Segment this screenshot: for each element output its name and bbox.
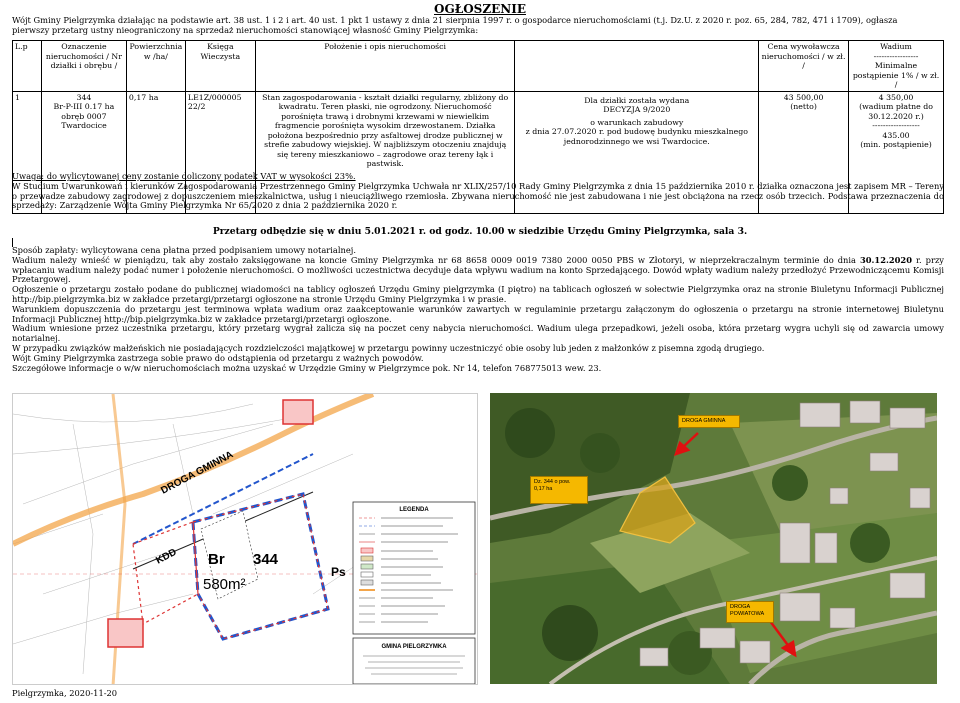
table-header-row bbox=[13, 41, 944, 92]
cell-powierzchnia: 0,17 ha bbox=[126, 91, 185, 213]
intro bbox=[12, 15, 942, 36]
parcel-zone: Br-P-III 0.17 ha bbox=[53, 102, 115, 111]
header-oznaczenie: Oznaczenie nieruchomości / Nr działki i obrębu / bbox=[41, 41, 126, 92]
label-parcel bbox=[530, 476, 588, 504]
marriage-note: W przypadku związków małżeńskich nie posiadających rozdzielczości majątkowej w przetargu powinny uczestniczyć obie osoby lub jeden z małżonków z pisemna zgodą drugiego. bbox=[12, 342, 765, 353]
label-parcel-line-2: 0,17 ha bbox=[534, 486, 553, 492]
deposit-info-a: Wadium należy wnieść w pieniądzu, tak aby zostało zaksięgowane na koncie Gminy Pielgrzymka nr 68 8658 0009 0019 7380 2000 0050 PBS w Złotoryi, w nieprzekraczalnym terminie do dnia bbox=[12, 254, 860, 265]
intro-line-1: Wójt Gminy Pielgrzymka działając na podstawie art. 38 ust. 1 i 2 i art. 40 ust. 1 pkt 1 ustawy z dnia 21 sierpnia 1997 r. o gospodarce nieruchomościami (t.j. Dz.U. z 2020 r. poz. 65, 284, 782, 471 i 1709), ogłasza bbox=[12, 15, 898, 25]
cell-opis: Stan zagospodarowania - kształt działki regularny, zbliżony do kwadratu. Teren płaski, nie ogrodzony. Nieruchomość porośnięta trawą i drobnymi krzewami w niewielkim fragmencie porośnięta wysokim drzewostanem. Działka położona bezpośrednio przy asfaltowej drodze publicznej w strefie zabudowy wiejskiej. W najbliższym otoczeniu znajdują się tereny mieszkaniowo – zagrodowe oraz tereny łąk i pastwisk. bbox=[255, 91, 515, 213]
auction-date: Przetarg odbędzie się w dniu 5.01.2021 r. od godz. 10.00 w siedzibie Urzędu Gminy Pielgrzymka, sala 3. bbox=[212, 226, 748, 237]
planning-map bbox=[12, 393, 478, 685]
cena-sub: (netto) bbox=[790, 102, 817, 111]
wadium-value: 4 350,00 bbox=[878, 92, 914, 102]
parcel-number: 344 bbox=[76, 92, 92, 102]
footer-date: Pielgrzymka, 2020-11-20 bbox=[12, 688, 118, 698]
publication-info: Ogłoszenie o przetargu zostało podane do publicznej wiadomości na tablicy ogłoszeń Urzędu Gminy pielgrzymka (I piętro) na tablicach ogłoszeń w sołectwie Pielgrzymka oraz na stronie Biuletynu Informacji Publicznej http://bip.pielgrzymka.biz w zakładce przetargi/przetargi ogłoszone na stronie Urzędu Gminy Pielgrzymka i w prasie. bbox=[12, 284, 944, 304]
intro-line-2: pierwszy przetarg ustny nieograniczony na sprzedaż nieruchomości stanowiącej własność Gminy Pielgrzymka: bbox=[12, 25, 479, 36]
map-area-label: 580m² bbox=[203, 576, 246, 593]
decyzja-line-1: Dla działki została wydana bbox=[584, 95, 690, 105]
vat-note: Uwaga: do wylicytowanej ceny zostanie doliczony podatek VAT w wysokości 23%. bbox=[12, 171, 356, 181]
contact-info: Szczegółowe informacje o w/w nieruchomościach można uzyskać w Urzędzie Gminy w Pielgrzymce pok. Nr 14, telefon 768775013 wew. 23. bbox=[12, 362, 602, 373]
map-ps-label: Ps bbox=[331, 565, 346, 579]
admission-condition: Warunkiem dopuszczenia do przetargu jest terminowa wpłata wadium oraz zaakceptowanie warunków zawartych w regulaminie przetargu załączonym do ogłoszenia o przetargu na stronie internetowej Biuletynu Informacji Publicznej http://bip.pielgrzymka.biz w zakładce przetargi/przetargi ogłoszone. bbox=[12, 303, 944, 324]
label-powiat-line-1: DROGA bbox=[730, 604, 751, 610]
aerial-photo bbox=[490, 393, 937, 684]
map-legend-title: LEGENDA bbox=[399, 507, 429, 513]
map-parcel-label: 344 bbox=[253, 551, 279, 568]
header-powierzchnia: Powierzchnia w /ha/ bbox=[126, 41, 185, 92]
parcel-village: Twardocice bbox=[61, 121, 107, 130]
header-empty bbox=[515, 41, 759, 92]
label-powiat-line-2: POWIATOWA bbox=[730, 611, 765, 617]
payment-method: Sposób zapłaty: wylicytowana cena płatna przed podpisaniem umowy notarialnej. bbox=[12, 245, 356, 255]
withdrawal-note: Wójt Gminy Pielgrzymka zastrzega sobie prawo do odstąpienia od przetargu z ważnych powodów. bbox=[12, 352, 424, 363]
parcel-obreb: obręb 0007 bbox=[61, 111, 107, 121]
map-stamp-title: GMINA PIELGRZYMKA bbox=[381, 644, 447, 650]
decyzja-line-4: z dnia 27.07.2020 r. pod budowę budynku mieszkalnego jednorodzinnego we wsi Twardocice. bbox=[525, 127, 748, 146]
postapienie-note: (min. postąpienie) bbox=[860, 140, 932, 149]
header-lp: L.p bbox=[13, 41, 42, 92]
deposit-info-c: r. przy wpłacaniu wadium należy podać numer i położenie nieruchomości. O możliwości uczestnictwa decyduje data wpływu wadium na konto Sprzedającego. Dowód wpłaty wadium należy przedłożyć Przewodniczącemu Komisji Przetargowej. bbox=[12, 254, 944, 285]
label-droga-powiatowa bbox=[726, 601, 774, 623]
header-cena: Cena wywoławcza nieruchomości / w zł. / bbox=[759, 41, 849, 92]
header-ksiega: Księga Wieczysta bbox=[185, 41, 255, 92]
deposit-deadline: 30.12.2020 bbox=[860, 254, 912, 265]
header-opis: Położenie i opis nieruchomości bbox=[255, 41, 515, 92]
header-wadium-title: Wadium bbox=[880, 42, 912, 51]
page-title: OGŁOSZENIE bbox=[434, 2, 526, 16]
cena-value: 43 500,00 bbox=[783, 92, 824, 102]
wadium-note: (wadium płatne do 30.12.2020 r.) bbox=[859, 102, 933, 121]
decyzja-line-2: DECYZJA 9/2020 bbox=[603, 105, 671, 114]
header-wadium-dash: ----------------- bbox=[873, 51, 919, 61]
cell-lp: 1 bbox=[13, 91, 42, 213]
label-droga-gminna: DROGA GMINNA bbox=[678, 415, 740, 428]
map-road-label: DROGA GMINNA bbox=[159, 449, 236, 497]
wadium-dash: ------------------ bbox=[872, 121, 920, 130]
postapienie-value: 435.00 bbox=[882, 130, 910, 140]
map-zone-label: Br bbox=[208, 551, 225, 568]
header-wadium-sub: Minimalne postąpienie 1% / w zł. / bbox=[852, 61, 940, 89]
decyzja-line-3: o warunkach zabudowy bbox=[590, 117, 684, 127]
label-parcel-line-1: Dz. 344 o pow. bbox=[534, 479, 571, 485]
studium-note: W Studium Uwarunkowań i kierunków Zagospodarowania Przestrzennego Gminy Pielgrzymka Uchwała nr XLIX/257/10 Rady Gminy Pielgrzymka z dnia 15 października 2010 r. działka oznaczona jest zapisem MR – Tereny o przewadze zabudowy zagrodowej z dopuszczeniem mieszkalnictwa, usług i nieuciążliwego rzemiosła. Zbywana nieruchomość nie jest zabudowana i nie jest obciążona na rzecz osób trzecich. Podstawa przeznaczenia do sprzedaży: Zarządzenie Wójta Gminy Pielgrzymka Nr 65/2020 z dnia 2 października 2020 r. bbox=[12, 180, 944, 211]
map-kdd-label: KDD bbox=[154, 546, 179, 567]
header-wadium bbox=[849, 41, 944, 92]
deposit-info bbox=[12, 256, 944, 285]
cell-ksiega: LE1Z/000005 22/2 bbox=[185, 91, 255, 213]
conditions bbox=[12, 246, 944, 373]
deposit-forfeit: Wadium wniesione przez uczestnika przetargu, który przetarg wygrał zalicza się na poczet ceny nabycia nieruchomości. Wadium ulega przepadkowi, jeżeli osoba, która przetarg wygra uchyli się od zawarcia umowy notarialnej. bbox=[12, 323, 944, 344]
notes bbox=[12, 172, 944, 211]
